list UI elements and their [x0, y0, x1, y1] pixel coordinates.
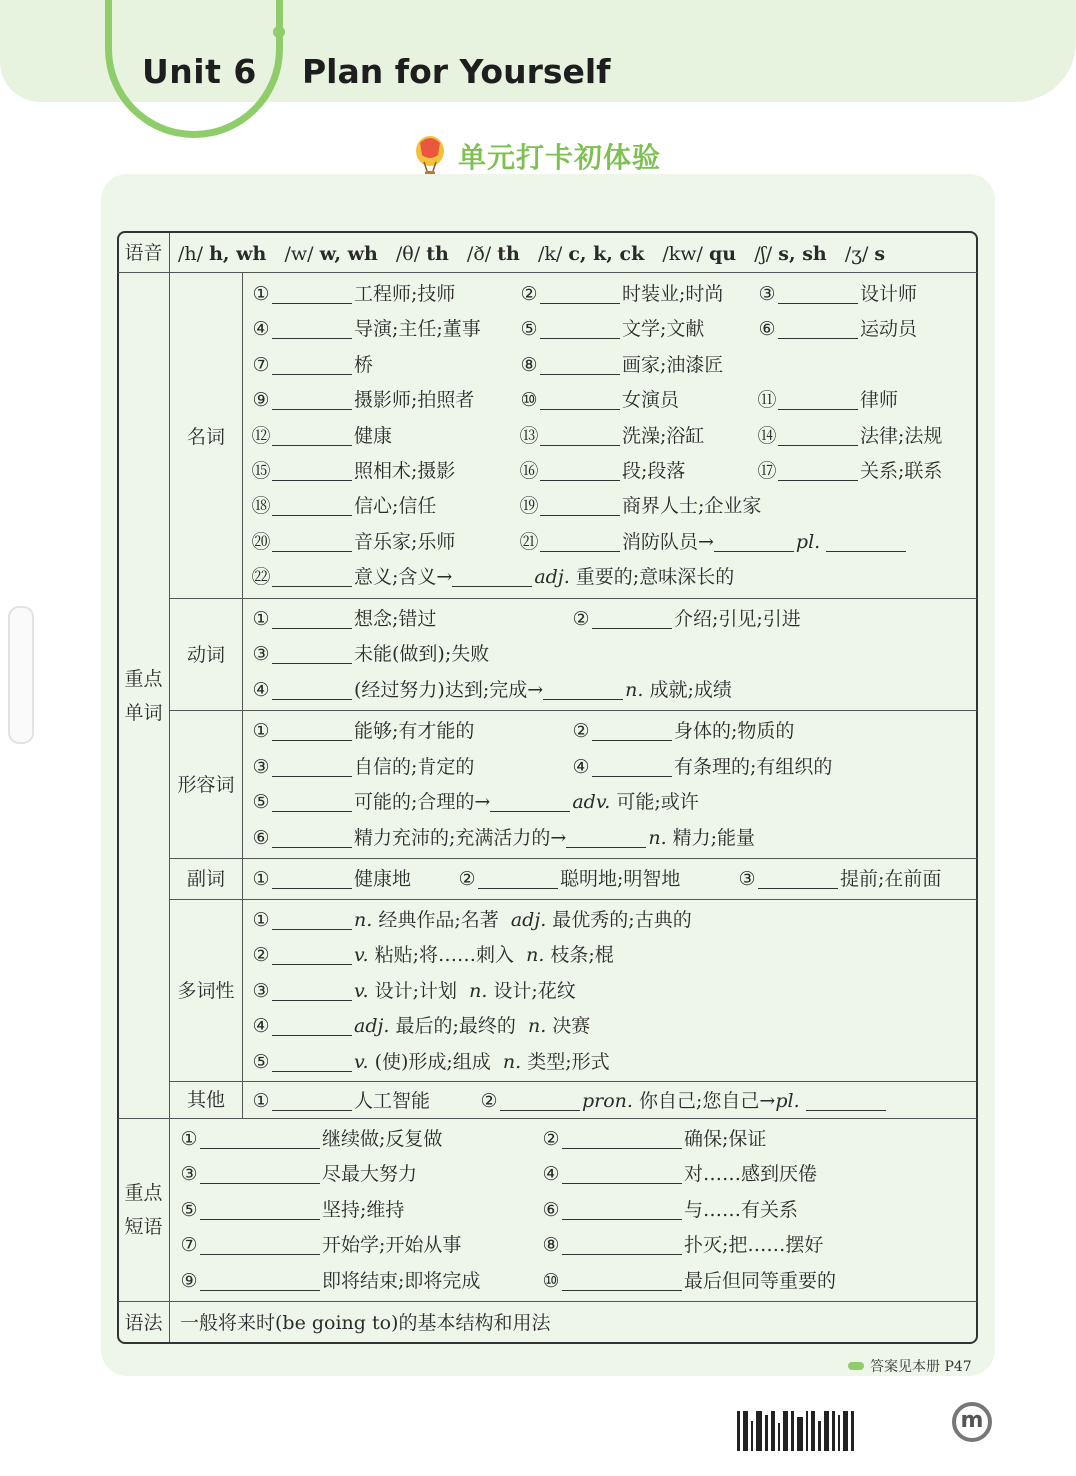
vocab-item [250, 603, 436, 635]
item-meaning: 人工智能 [354, 1090, 431, 1112]
unit-title: Plan for Yourself [302, 52, 611, 91]
answer-blank[interactable] [272, 866, 352, 889]
item-number: ⑥ [542, 1198, 560, 1221]
watermark-logo: m [952, 1402, 992, 1442]
phonetic-sym: /ʃ/ [754, 243, 773, 265]
item-meaning: 有条理的;有组织的 [674, 756, 833, 778]
item-meaning: 信心;信任 [354, 495, 437, 518]
item-number: ⑳ [251, 530, 271, 553]
phonetic-spell: th [497, 243, 520, 265]
item-number: ⑤ [180, 1198, 198, 1221]
item-meaning: 最后但同等重要的 [684, 1269, 837, 1292]
item-meaning: 能够;有才能的 [354, 720, 475, 742]
part-of-speech: v. [354, 1050, 369, 1073]
vocab-item [518, 490, 761, 522]
item-number: ⑯ [519, 460, 539, 482]
item-meaning: 确保;保证 [684, 1128, 767, 1150]
item-number: ① [252, 1090, 270, 1112]
item-meaning: (经过努力)达到;完成→ [354, 679, 544, 701]
answer-blank[interactable] [540, 281, 620, 304]
vocab-item [250, 1046, 610, 1078]
answer-blank[interactable] [272, 316, 352, 339]
barcode-decoration [737, 1405, 857, 1451]
item-number: ② [480, 1090, 498, 1112]
part-of-speech: adj. [510, 909, 547, 931]
answer-blank[interactable] [272, 789, 352, 812]
item-meaning: 对……感到厌倦 [684, 1163, 818, 1186]
row-divider [170, 710, 977, 711]
phonetics-list [178, 240, 885, 268]
adjectives-label: 形容词 [177, 774, 235, 796]
item-number: ① [252, 868, 270, 890]
item-number: ⑥ [252, 827, 270, 849]
answer-blank[interactable] [272, 352, 352, 375]
vocab-item [570, 603, 801, 635]
item-number: ① [252, 909, 270, 931]
item-meaning: 商界人士;企业家 [622, 495, 762, 518]
item-number: ③ [738, 868, 756, 890]
vocab-item [518, 526, 908, 558]
vocab-item [756, 384, 898, 416]
item-meaning: 坚持;维持 [322, 1198, 405, 1221]
item-meaning: 继续做;反复做 [322, 1128, 443, 1150]
item-meaning-2: 最优秀的;古典的 [552, 909, 692, 931]
answer-blank[interactable] [272, 978, 352, 1001]
vocab-item [250, 715, 474, 747]
item-meaning: 女演员 [622, 389, 680, 412]
row-divider [118, 1118, 977, 1119]
answer-blank[interactable] [540, 493, 620, 516]
answer-blank[interactable] [272, 564, 352, 587]
item-number: ③ [252, 643, 270, 665]
vocab-item [250, 1010, 590, 1042]
item-number: ⑭ [757, 424, 777, 447]
vocab-item [250, 822, 755, 854]
vocab-item [250, 751, 474, 783]
phonetic-sym: /w/ [284, 243, 314, 265]
row-divider [170, 1081, 977, 1082]
item-number: ③ [252, 979, 270, 1002]
item-number: ⑥ [758, 318, 776, 341]
vocab-item [456, 863, 680, 895]
item-meaning: 想念;错过 [354, 608, 437, 630]
phonetic-spell: s [874, 243, 886, 265]
row-divider [118, 1301, 977, 1302]
item-number: ⑬ [519, 424, 539, 447]
item-number: ⑰ [757, 460, 777, 482]
answer-blank[interactable] [826, 529, 906, 552]
answer-blank[interactable] [778, 281, 858, 304]
item-number: ⑪ [757, 389, 777, 412]
item-number: ④ [542, 1163, 560, 1186]
answer-blank[interactable] [592, 754, 672, 777]
item-number: ⑤ [252, 1050, 270, 1073]
item-number: ④ [252, 318, 270, 341]
answer-blank[interactable] [200, 1161, 320, 1184]
phonetic-sym: /kw/ [662, 243, 703, 265]
answer-blank[interactable] [272, 423, 352, 446]
item-meaning: 关系;联系 [860, 460, 943, 482]
item-meaning: 律师 [860, 389, 899, 412]
item-meaning-2: 成就;成绩 [649, 679, 732, 701]
item-meaning: 精力充沛的;充满活力的→ [354, 827, 567, 849]
item-number: ① [180, 1128, 198, 1150]
phonetic-sym: /θ/ [395, 243, 421, 265]
nouns-label: 名词 [186, 426, 225, 448]
item-meaning: 画家;油漆匠 [622, 353, 724, 376]
item-meaning: 聪明地;明智地 [560, 868, 681, 890]
answer-blank[interactable] [272, 1049, 352, 1072]
answer-blank[interactable] [566, 825, 646, 848]
part-of-speech: pl. [795, 530, 821, 553]
answer-blank[interactable] [562, 1268, 682, 1291]
item-number: ⑤ [252, 791, 270, 813]
phonetic-spell: c, k, ck [568, 243, 645, 265]
item-number: ④ [572, 756, 590, 778]
answer-blank[interactable] [200, 1197, 320, 1220]
vocab-item [250, 863, 411, 895]
item-number: ⑩ [542, 1269, 560, 1292]
multi-pos-label: 多词性 [177, 980, 235, 1002]
row-divider [170, 598, 977, 599]
answer-blank[interactable] [272, 606, 352, 629]
answer-blank[interactable] [540, 423, 620, 446]
vocab-item [250, 1085, 430, 1117]
vocab-item [540, 1123, 766, 1155]
answer-blank[interactable] [540, 529, 620, 552]
row-divider [118, 272, 977, 273]
vocab-item [518, 313, 704, 345]
part-of-speech: n. [354, 909, 373, 931]
answer-blank[interactable] [714, 529, 794, 552]
verbs-label: 动词 [186, 644, 225, 666]
vocab-item [540, 1265, 836, 1297]
part-of-speech: n. [526, 944, 545, 967]
vocab-item [250, 420, 392, 452]
item-number: ④ [252, 1015, 270, 1038]
vocab-item [736, 863, 941, 895]
item-meaning: 意义;含义→ [354, 566, 453, 589]
answer-blank[interactable] [562, 1161, 682, 1184]
phonetic-sym: /h/ [178, 243, 204, 265]
part-of-speech: pl. [775, 1090, 800, 1112]
item-number: ② [458, 868, 476, 890]
item-meaning-2: 决赛 [552, 1015, 591, 1038]
vocab-item [518, 384, 679, 416]
answer-blank[interactable] [562, 1232, 682, 1255]
item-number: ③ [758, 283, 776, 305]
vocab-item [250, 638, 489, 670]
vocab-item [250, 455, 455, 487]
item-meaning-2: 可能;或许 [616, 791, 699, 813]
item-number: ⑧ [520, 353, 538, 376]
answer-reference [848, 1356, 972, 1376]
vocab-item [756, 278, 917, 310]
vocab-item [478, 1085, 888, 1117]
item-meaning: 设计;计划 [374, 979, 457, 1002]
phrases-label [118, 1174, 169, 1246]
vocab-item [250, 384, 474, 416]
arrow-icon [848, 1362, 864, 1370]
item-meaning: 粘贴;将……刺入 [374, 944, 514, 967]
answer-blank[interactable] [490, 789, 570, 812]
item-meaning: 运动员 [860, 318, 918, 341]
part-of-speech: adj. [354, 1015, 390, 1038]
item-meaning: 段;段落 [622, 460, 686, 482]
item-number: ③ [180, 1163, 198, 1186]
vocab-item [250, 278, 455, 310]
item-meaning: 工程师;技师 [354, 283, 456, 305]
key-words-label [118, 660, 169, 732]
item-meaning: 法律;法规 [860, 424, 943, 447]
item-number: ② [520, 283, 538, 305]
item-number: ① [252, 283, 270, 305]
item-meaning: 你自己;您自己→ [639, 1090, 776, 1112]
answer-blank[interactable] [806, 1088, 886, 1111]
answer-blank[interactable] [272, 677, 352, 700]
item-meaning-2: 设计;花纹 [493, 979, 576, 1002]
item-meaning: 设计师 [860, 283, 918, 305]
answer-blank[interactable] [272, 754, 352, 777]
vocab-item [250, 904, 692, 936]
item-number: ⑫ [251, 424, 271, 447]
answer-blank[interactable] [540, 387, 620, 410]
row-divider [170, 858, 977, 859]
vocab-item [518, 349, 723, 381]
vocab-item [756, 420, 942, 452]
item-meaning-2: 重要的;意味深长的 [575, 566, 735, 589]
item-meaning: 洗澡;浴缸 [622, 424, 705, 447]
grammar-label: 语法 [124, 1312, 163, 1334]
answer-blank[interactable] [200, 1268, 320, 1291]
answer-blank[interactable] [540, 352, 620, 375]
item-meaning: 摄影师;拍照者 [354, 389, 475, 412]
phonetic-spell: h, wh [209, 243, 267, 265]
item-meaning: 介绍;引见;引进 [674, 608, 801, 630]
item-meaning-2: 枝条;棍 [550, 944, 614, 967]
item-number: ③ [252, 756, 270, 778]
item-number: ⑩ [520, 389, 538, 412]
item-number: ② [252, 944, 270, 967]
row-divider [170, 899, 977, 900]
vocab-item [250, 349, 373, 381]
answer-blank[interactable] [778, 387, 858, 410]
item-meaning: 消防队员→ [622, 530, 714, 553]
item-number: ⑨ [180, 1269, 198, 1292]
item-number: ⑱ [251, 495, 271, 518]
part-of-speech: pron. [582, 1090, 633, 1112]
vocab-item [570, 715, 794, 747]
phrases-label-text: 重点短语 [124, 1182, 163, 1238]
vocab-item [250, 939, 614, 971]
answer-blank[interactable] [200, 1126, 320, 1149]
adverbs-label: 副词 [186, 868, 225, 890]
phonetic-spell: th [426, 243, 449, 265]
vocab-item [178, 1194, 404, 1226]
item-meaning: 桥 [354, 353, 374, 376]
vocab-item [250, 490, 436, 522]
vocab-item [540, 1194, 798, 1226]
answer-blank[interactable] [778, 423, 858, 446]
answer-blank[interactable] [592, 606, 672, 629]
answer-blank[interactable] [540, 458, 620, 481]
item-meaning: 可能的;合理的→ [354, 791, 491, 813]
answer-blank[interactable] [272, 942, 352, 965]
answer-blank[interactable] [272, 718, 352, 741]
item-number: ② [572, 608, 590, 630]
item-number: ① [252, 608, 270, 630]
vocab-item [250, 674, 732, 706]
answer-blank[interactable] [272, 825, 352, 848]
part-of-speech: n. [648, 827, 667, 849]
answer-blank[interactable] [592, 718, 672, 741]
item-meaning: 扑灭;把……摆好 [684, 1234, 824, 1257]
answer-blank[interactable] [778, 316, 858, 339]
vocab-item [756, 455, 942, 487]
answer-blank[interactable] [500, 1088, 580, 1111]
section-title: 单元打卡初体验 [458, 136, 661, 181]
item-number: ⑨ [252, 389, 270, 412]
item-meaning: 即将结束;即将完成 [322, 1269, 481, 1292]
item-meaning: 开始学;开始从事 [322, 1234, 462, 1257]
item-meaning: (使)形成;组成 [374, 1050, 491, 1073]
answer-blank[interactable] [562, 1126, 682, 1149]
answer-blank[interactable] [272, 529, 352, 552]
item-number: ② [572, 720, 590, 742]
part-of-speech: n. [527, 1015, 547, 1038]
item-meaning: 健康地 [354, 868, 412, 890]
phonetic-sym: /k/ [537, 243, 563, 265]
item-number: ⑲ [519, 495, 539, 518]
answer-blank[interactable] [778, 458, 858, 481]
item-number: ㉑ [519, 530, 539, 553]
part-of-speech: n. [469, 979, 488, 1002]
part-of-speech: v. [354, 944, 369, 967]
answer-blank[interactable] [562, 1197, 682, 1220]
item-number: ② [542, 1128, 560, 1150]
answer-blank[interactable] [272, 641, 352, 664]
item-meaning: 导演;主任;董事 [354, 318, 481, 341]
answer-blank[interactable] [200, 1232, 320, 1255]
answer-blank[interactable] [758, 866, 838, 889]
item-meaning: 与……有关系 [684, 1198, 799, 1221]
vocab-item [250, 975, 576, 1007]
part-of-speech: n. [502, 1050, 522, 1073]
item-number: ④ [252, 679, 270, 701]
side-tab[interactable] [8, 606, 34, 744]
answer-blank[interactable] [540, 316, 620, 339]
phonetics-label: 语音 [124, 242, 163, 264]
vocab-item [756, 313, 917, 345]
item-meaning: 文学;文献 [622, 318, 705, 341]
answer-blank[interactable] [272, 1013, 352, 1036]
item-meaning: 音乐家;乐师 [354, 530, 456, 553]
item-meaning: 身体的;物质的 [674, 720, 795, 742]
vocab-item [250, 526, 455, 558]
vocab-item [178, 1158, 417, 1190]
answer-blank[interactable] [272, 907, 352, 930]
unit-dot-decoration [273, 26, 285, 38]
part-of-speech: adj. [534, 566, 570, 589]
item-meaning: 经典作品;名著 [378, 909, 499, 931]
answer-blank[interactable] [272, 281, 352, 304]
vocab-item [518, 420, 704, 452]
item-meaning: 健康 [354, 424, 393, 447]
item-meaning: 照相术;摄影 [354, 460, 456, 482]
item-number: ① [252, 720, 270, 742]
answer-blank[interactable] [543, 677, 623, 700]
item-meaning: 未能(做到);失败 [354, 643, 490, 665]
answer-reference-text: 答案见本册 P47 [870, 1359, 972, 1375]
vocab-item [250, 313, 481, 345]
item-meaning: 自信的;肯定的 [354, 756, 475, 778]
answer-blank[interactable] [272, 387, 352, 410]
answer-blank[interactable] [272, 493, 352, 516]
part-of-speech: v. [354, 979, 369, 1002]
item-meaning-2: 类型;形式 [527, 1050, 610, 1073]
vocab-item [178, 1265, 480, 1297]
vocab-item [250, 561, 734, 593]
others-label: 其他 [186, 1089, 225, 1111]
item-number: ⑮ [251, 460, 271, 482]
item-number: ⑧ [542, 1234, 560, 1257]
answer-blank[interactable] [452, 564, 532, 587]
grammar-text: 一般将来时(be going to)的基本结构和用法 [180, 1312, 551, 1334]
vocab-item [178, 1229, 461, 1261]
vocab-item [250, 786, 699, 818]
item-number: ⑦ [180, 1234, 198, 1257]
phonetic-sym: /ð/ [466, 243, 492, 265]
answer-blank[interactable] [272, 458, 352, 481]
answer-blank[interactable] [272, 1088, 352, 1111]
answer-blank[interactable] [478, 866, 558, 889]
item-number: ㉒ [251, 566, 271, 589]
unit-number: Unit 6 [142, 52, 257, 91]
vocab-item [178, 1123, 442, 1155]
phonetic-spell: s, sh [778, 243, 827, 265]
item-meaning: 提前;在前面 [840, 868, 942, 890]
vocab-item [540, 1158, 817, 1190]
item-meaning: 最后的;最终的 [395, 1015, 516, 1038]
item-meaning: 时装业;时尚 [622, 283, 724, 305]
phonetic-sym: /ʒ/ [844, 243, 869, 265]
item-number: ⑦ [252, 353, 270, 376]
part-of-speech: n. [625, 679, 644, 701]
column-divider [242, 273, 243, 1118]
vocab-item [570, 751, 832, 783]
item-meaning-2: 精力;能量 [672, 827, 756, 849]
part-of-speech: adv. [572, 791, 611, 813]
phonetic-spell: qu [709, 243, 737, 265]
key-words-label-text: 重点单词 [124, 668, 163, 724]
vocab-item [518, 455, 685, 487]
phonetic-spell: w, wh [319, 243, 378, 265]
item-number: ⑤ [520, 318, 538, 341]
vocab-item [518, 278, 723, 310]
item-meaning: 尽最大努力 [322, 1163, 418, 1186]
vocab-item [540, 1229, 823, 1261]
